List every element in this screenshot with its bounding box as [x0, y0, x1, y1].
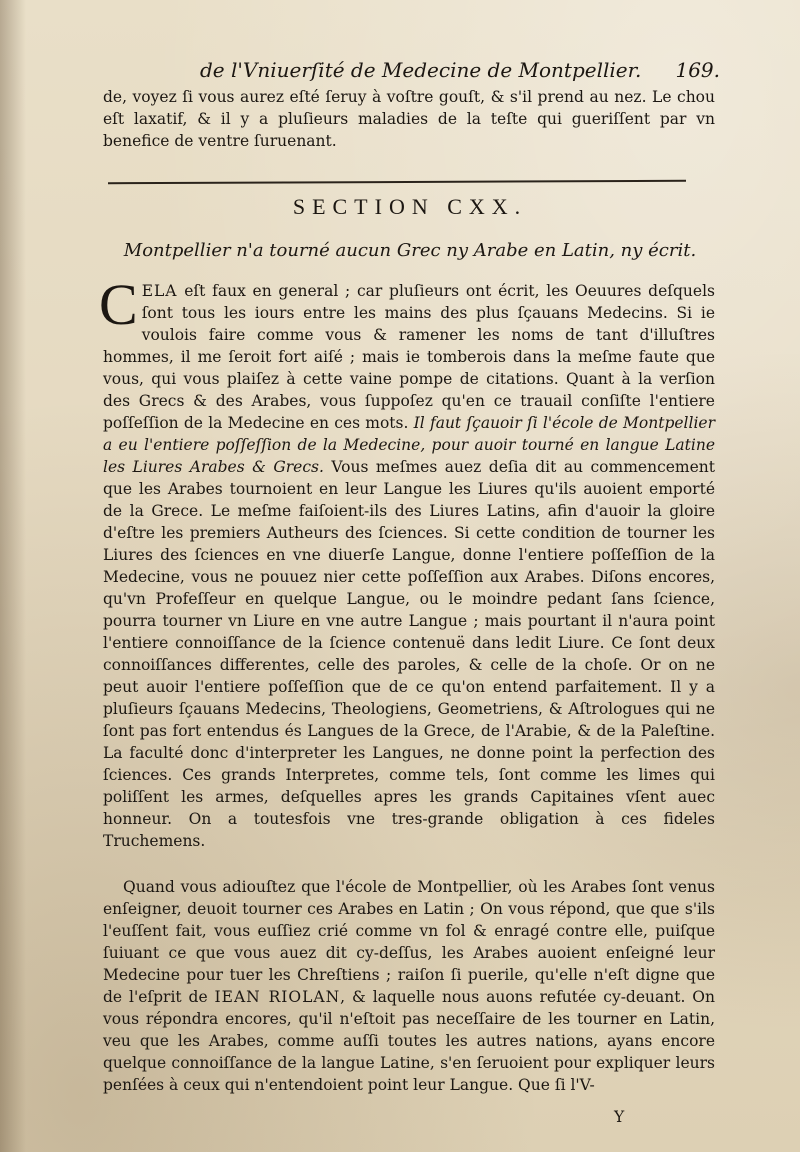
catchword: Y: [614, 1108, 625, 1126]
paragraph-1-text: [99, 272, 716, 852]
section-divider: [108, 180, 686, 185]
section-subtitle: Montpellier n'a tourné aucun Grec ny Arabe en Latin, ny écrit.: [123, 240, 697, 261]
paragraph-1: [99, 272, 716, 852]
section-title: SECTION CXX.: [292, 194, 528, 219]
carry-over-paragraph: [103, 86, 715, 152]
running-head: [200, 58, 720, 84]
paragraph-2-text: [103, 876, 715, 1096]
paragraph-2-part-b: , & laquelle nous auons refutée cy-deuant. On vous répondra encores, qu'il n'eſtoit pas neceſſaire de les tourner en Latin, veu que les Arabes, comme auſſi toutes les autres nations, ayans encore quelque connoiſſance de la langue Latine, s'en ſeruoient pour expliquer leurs penſées à ceux qui n'entendoient point leur Langue. Que ſi l'V-: [103, 988, 715, 1094]
paragraph-2-part-a: Quand vous adiouſtez que l'école de Montpellier, où les Arabes ſont venus enſeigner, deuoit tourner ces Arabes en Latin ; On vous répond, que que s'ils l'euſſent fait, vous euſſiez crié comme vn fol & enragé contre elle, puiſque ſuiuant ce que vous auez dit cy-deſſus, les Arabes auoient enſeigné leur Medecine pour tuer les Chreſtiens ; raiſon ſi puerile, qu'elle n'eſt digne que de l'eſprit de: [103, 878, 715, 1006]
carry-over-text: de, voyez ſi vous aurez eſté ſeruy à voſtre gouſt, & s'il prend au nez. Le chou eſt laxatif, & il y a pluſieurs maladies de la teſte qui gueriſſent par vn benefice de ventre ſuruenant.: [103, 88, 715, 150]
quoted-question: Il faut ſçauoir ſi l'école de Montpellier a eu l'entiere poſſeſſion de la Medecine, pour auoir tourné en langue Latine les Liures Arabes & Grecs.: [103, 414, 715, 476]
paragraph-1-part-b: Vous meſmes auez deſia dit au commencement que les Arabes tournoient en leur Langue les Liures qu'ils auoient emporté de la Grece. Le meſme faiſoient-ils des Liures Latins, afin d'auoir la gloire d'eſtre les premiers Autheurs des ſciences. Si cette condition de tourner les Liures des ſciences en vne diuerſe Langue, donne l'entiere poſſeſſion de la Medecine, vous ne pouuez nier cette poſſeſſion aux Arabes. Diſons encores, qu'vn Profeſſeur en quelque Langue, ou le moindre pedant ſans ſcience, pourra tourner vn Liure en vne autre Langue ; mais pourtant il n'aura point l'entiere connoiſſance de la ſcience contenuë dans ledit Liure. Ce ſont deux connoiſſances differentes, celle des paroles, & celle de la choſe. Or on ne peut auoir l'entiere poſſeſſion que de ce qu'on entend parfaitement. Il y a pluſieurs ſçauans Medecins, Theologiens, Geometriens, & Aſtrologues qui ne ſont pas fort entendus és Langues de la Grece, de l'Arabie, & de la Paleſtine. La faculté donc d'interpreter les Langues, ne donne point la perfection des ſciences. Ces grands Interpretes, comme tels, ſont comme les limes qui poliſſent les armes, deſquelles apres les grands Capitaines vſent auec honneur. On a toutesfois vne tres-grande obligation à ces fideles Truchemens.: [103, 458, 716, 850]
lead-caps: ELA: [141, 282, 178, 300]
drop-cap: C: [99, 272, 138, 337]
paragraph-2: [103, 876, 715, 1096]
gutter-shadow: [0, 0, 26, 1152]
running-head-title: de l'Vniuerſité de Medecine de Montpellier.: [200, 58, 642, 82]
page-number: 169.: [675, 58, 720, 82]
paragraph-1-part-a: eſt faux en general ; car pluſieurs ont écrit, les Oeuures deſquels ſont tous les iours entre les mains des plus ſçauans Medecins. Si ie voulois faire comme vous & ramener les noms de tant d'illuſtres hommes, il me ſeroit fort aiſé ; mais ie tomberois dans la meſme faute que vous, qui vous plaiſez à cette vaine pompe de citations. Quant à la verſion des Grecs & des Arabes, vous ſuppoſez qu'en ce trauail conſiſte l'entiere poſſeſſion de la Medecine en ces mots.: [103, 282, 715, 432]
author-name: IEAN RIOLAN: [214, 988, 341, 1006]
